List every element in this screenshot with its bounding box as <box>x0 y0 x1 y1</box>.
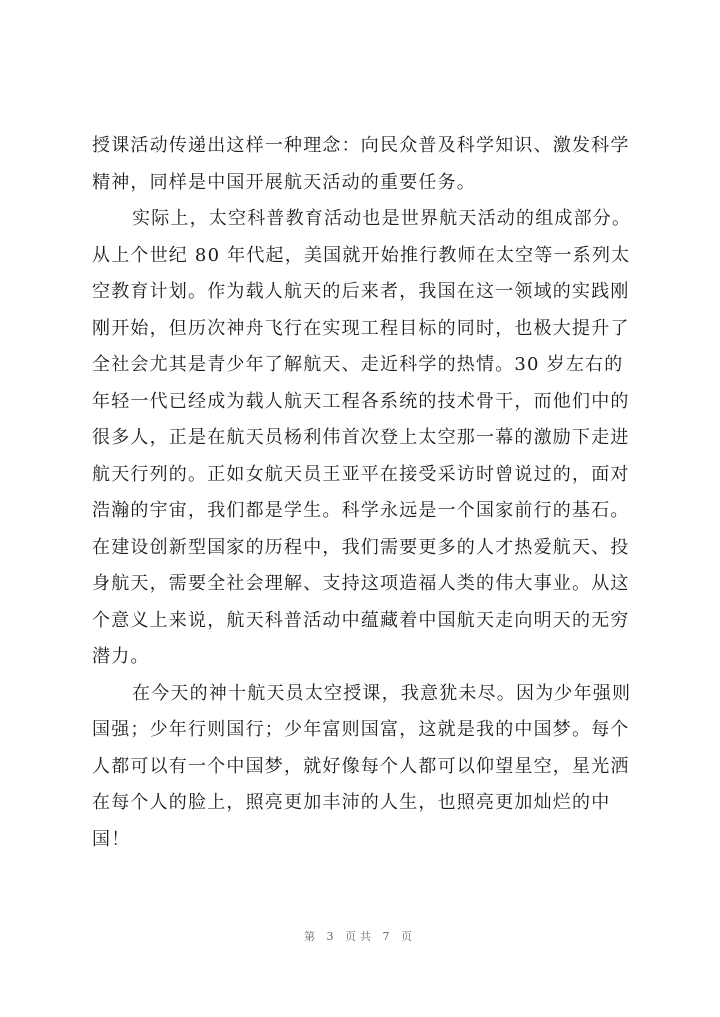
text-line: 在建设创新型国家的历程中，我们需要更多的人才热爱航天、投 <box>92 536 630 558</box>
text-line: 浩瀚的宇宙，我们都是学生。科学永远是一个国家前行的基石。 <box>92 500 630 521</box>
text-line: 精神，同样是中国开展航天活动的重要任务。 <box>92 171 476 193</box>
document-body <box>92 128 640 858</box>
text-line: 人都可以有一个中国梦，就好像每个人都可以仰望星空，星光洒 <box>92 755 630 777</box>
text-line: 国！ <box>92 828 131 850</box>
text-line: 潜力。 <box>92 646 150 667</box>
text-line: 年轻一代已经成为载人航天工程各系统的技术骨干，而他们中的 <box>92 390 630 412</box>
text-line: 国强；少年行则国行；少年富则国富，这就是我的中国梦。每个 <box>92 719 630 740</box>
text-line: 刚开始，但历次神舟飞行在实现工程目标的同时，也极大提升了 <box>92 317 630 339</box>
paragraph-start-line: 在今天的神十航天员太空授课，我意犹未尽。因为少年强则 <box>132 682 632 704</box>
text-line: 个意义上来说，航天科普活动中蕴藏着中国航天走向明天的无穷 <box>92 609 630 631</box>
page-number-footer: 第 3 页共 7 页 <box>304 930 416 943</box>
text-line: 空教育计划。作为载人航天的后来者，我国在这一领域的实践刚 <box>92 281 630 302</box>
text-line: 全社会尤其是青少年了解航天、走近科学的热情。30 岁左右的 <box>92 354 624 375</box>
text-line: 很多人，正是在航天员杨利伟首次登上太空那一幕的激励下走进 <box>92 427 630 448</box>
text-line: 在每个人的脸上，照亮更加丰沛的人生，也照亮更加灿烂的中 <box>92 792 611 813</box>
paragraph-start-line: 实际上，太空科普教育活动也是世界航天活动的组成部分。 <box>132 208 632 229</box>
text-line: 身航天，需要全社会理解、支持这项造福人类的伟大事业。从这 <box>92 573 630 594</box>
text-line: 航天行列的。正如女航天员王亚平在接受采访时曾说过的，面对 <box>92 463 630 485</box>
text-line: 从上个世纪 80 年代起，美国就开始推行教师在太空等一系列太 <box>92 244 631 266</box>
text-line: 授课活动传递出这样一种理念：向民众普及科学知识、激发科学 <box>92 135 630 156</box>
